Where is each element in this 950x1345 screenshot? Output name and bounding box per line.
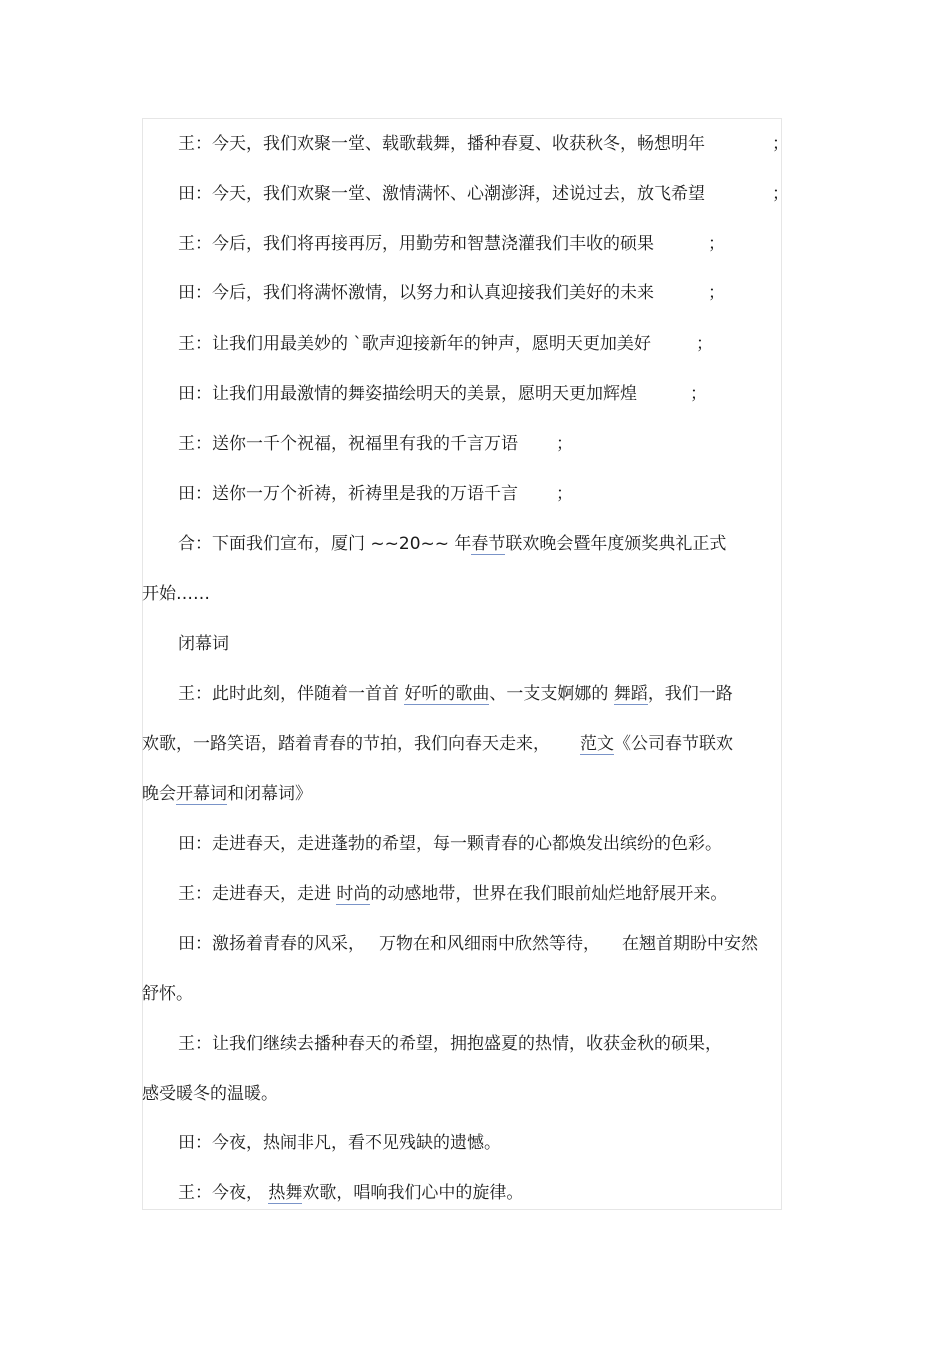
dialogue-line: 田：今天，我们欢聚一堂、激情满怀、心潮澎湃，述说过去，放飞希望 ； bbox=[178, 184, 789, 204]
keyword-link[interactable]: 时尚 bbox=[336, 884, 371, 904]
dialogue-line: 王：此时此刻，伴随着一首首 好听的歌曲、一支支婀娜的 舞蹈，我们一路 bbox=[178, 684, 733, 704]
dialogue-line: 感受暖冬的温暖。 bbox=[142, 1084, 278, 1104]
dialogue-line: 田：送你一万个祈祷，祈祷里是我的万语千言 ； bbox=[178, 484, 573, 504]
keyword-link[interactable]: 舞蹈 bbox=[613, 684, 648, 704]
dialogue-line: 王：今夜， 热舞欢歌，唱响我们心中的旋律。 bbox=[178, 1183, 524, 1203]
dialogue-line: 田：激扬着青春的风采， 万物在和风细雨中欣然等待， 在翘首期盼中安然 bbox=[178, 934, 758, 954]
dialogue-line: 田：让我们用最激情的舞姿描绘明天的美景，愿明天更加辉煌 ； bbox=[178, 384, 707, 404]
keyword-link[interactable]: 热舞 bbox=[268, 1183, 303, 1203]
dialogue-line: 王：送你一千个祝福，祝福里有我的千言万语 ； bbox=[178, 434, 573, 454]
dialogue-line: 开始…… bbox=[142, 584, 210, 604]
dialogue-line: 王：让我们继续去播种春天的希望，拥抱盛夏的热情，收获金秋的硕果， bbox=[178, 1034, 722, 1054]
dialogue-line: 田：走进春天，走进蓬勃的希望，每一颗青春的心都焕发出缤纷的色彩。 bbox=[178, 834, 722, 854]
dialogue-line: 王：今天，我们欢聚一堂、载歌载舞，播种春夏、收获秋冬，畅想明年 ； bbox=[178, 134, 789, 154]
dialogue-line: 王：走进春天，走进 时尚的动感地带，世界在我们眼前灿烂地舒展开来。 bbox=[178, 884, 728, 904]
keyword-link[interactable]: 范文 bbox=[580, 734, 614, 754]
dialogue-line: 合：下面我们宣布，厦门 ~~20~~ 年春节联欢晚会暨年度颁奖典礼正式 bbox=[178, 534, 727, 554]
dialogue-line: 晚会开幕词和闭幕词》 bbox=[142, 784, 312, 804]
dialogue-line: 田：今后，我们将满怀激情，以努力和认真迎接我们美好的未来 ； bbox=[178, 283, 725, 303]
dialogue-line: 田：今夜，热闹非凡，看不见残缺的遗憾。 bbox=[178, 1133, 501, 1153]
dialogue-line: 王：今后，我们将再接再厉，用勤劳和智慧浇灌我们丰收的硕果 ； bbox=[178, 234, 725, 254]
dialogue-line: 王：让我们用最美妙的 `歌声迎接新年的钟声，愿明天更加美好 ； bbox=[178, 334, 713, 354]
keyword-link[interactable]: 好听的歌曲 bbox=[404, 684, 490, 704]
keyword-link[interactable]: 春节 bbox=[471, 534, 506, 554]
section-heading: 闭幕词 bbox=[178, 634, 229, 654]
dialogue-line: 舒怀。 bbox=[142, 984, 193, 1004]
dialogue-line: 欢歌，一路笑语，踏着青春的节拍，我们向春天走来， 范文《公司春节联欢 bbox=[142, 734, 733, 754]
keyword-link[interactable]: 开幕词 bbox=[176, 784, 227, 804]
